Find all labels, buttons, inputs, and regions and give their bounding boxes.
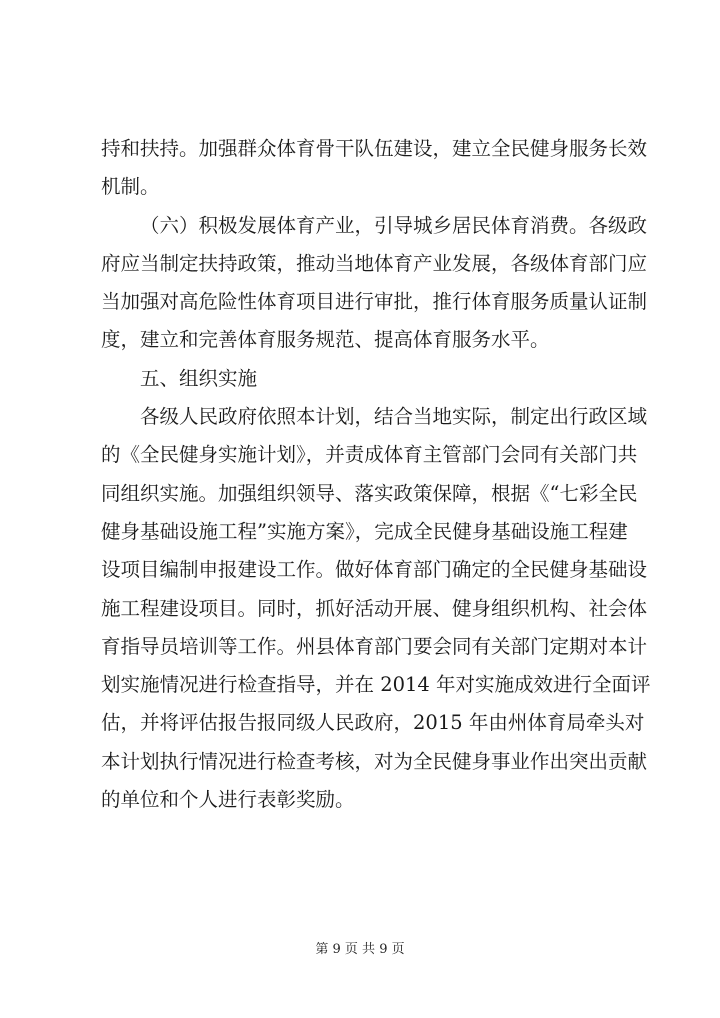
text-line: 持和扶持。加强群众体育骨干队伍建设，建立全民健身服务长效 (101, 137, 648, 160)
text-line: 施工程建设项目。同时，抓好活动开展、健身组织机构、社会体 (101, 596, 648, 620)
text-line: 估，并将评估报告报同级人民政府，2015 年由州体育局牵头对 (101, 711, 645, 735)
text-line: （六）积极发展体育产业，引导城乡居民体育消费。各级政 (140, 213, 648, 237)
text-line: 本计划执行情况进行检查考核，对为全民健身事业作出突出贡献 (101, 749, 648, 773)
text-line: 健身基础设施工程”实施方案》，完成全民健身基础设施工程建 (101, 519, 628, 543)
text-line: 的单位和个人进行表彰奖励。 (101, 788, 355, 812)
text-line: 划实施情况进行检查指导，并在 2014 年对实施成效进行全面评 (101, 673, 651, 697)
text-line: 设项目编制申报建设工作。做好体育部门确定的全民健身基础设 (101, 558, 648, 582)
text-line: 同组织实施。加强组织领导、落实政策保障，根据《“七彩全民 (101, 481, 638, 505)
text-line: 府应当制定扶持政策，推动当地体育产业发展，各级体育部门应 (101, 251, 648, 275)
text-line: 五、组织实施 (140, 366, 258, 390)
text-line: 的《全民健身实施计划》，并责成体育主管部门会同有关部门共 (101, 443, 638, 467)
text-line: 当加强对高危险性体育项目进行审批，推行体育服务质量认证制 (101, 290, 648, 314)
text-line: 度，建立和完善体育服务规范、提高体育服务水平。 (101, 328, 550, 352)
page-footer: 第 9 页 共 9 页 (315, 942, 405, 957)
text-line: 育指导员培训等工作。州县体育部门要会同有关部门定期对本计 (101, 634, 648, 658)
text-line: 各级人民政府依照本计划，结合当地实际，制定出行政区域 (140, 405, 648, 429)
document-body (101, 130, 651, 819)
text-line: 机制。 (101, 175, 160, 199)
